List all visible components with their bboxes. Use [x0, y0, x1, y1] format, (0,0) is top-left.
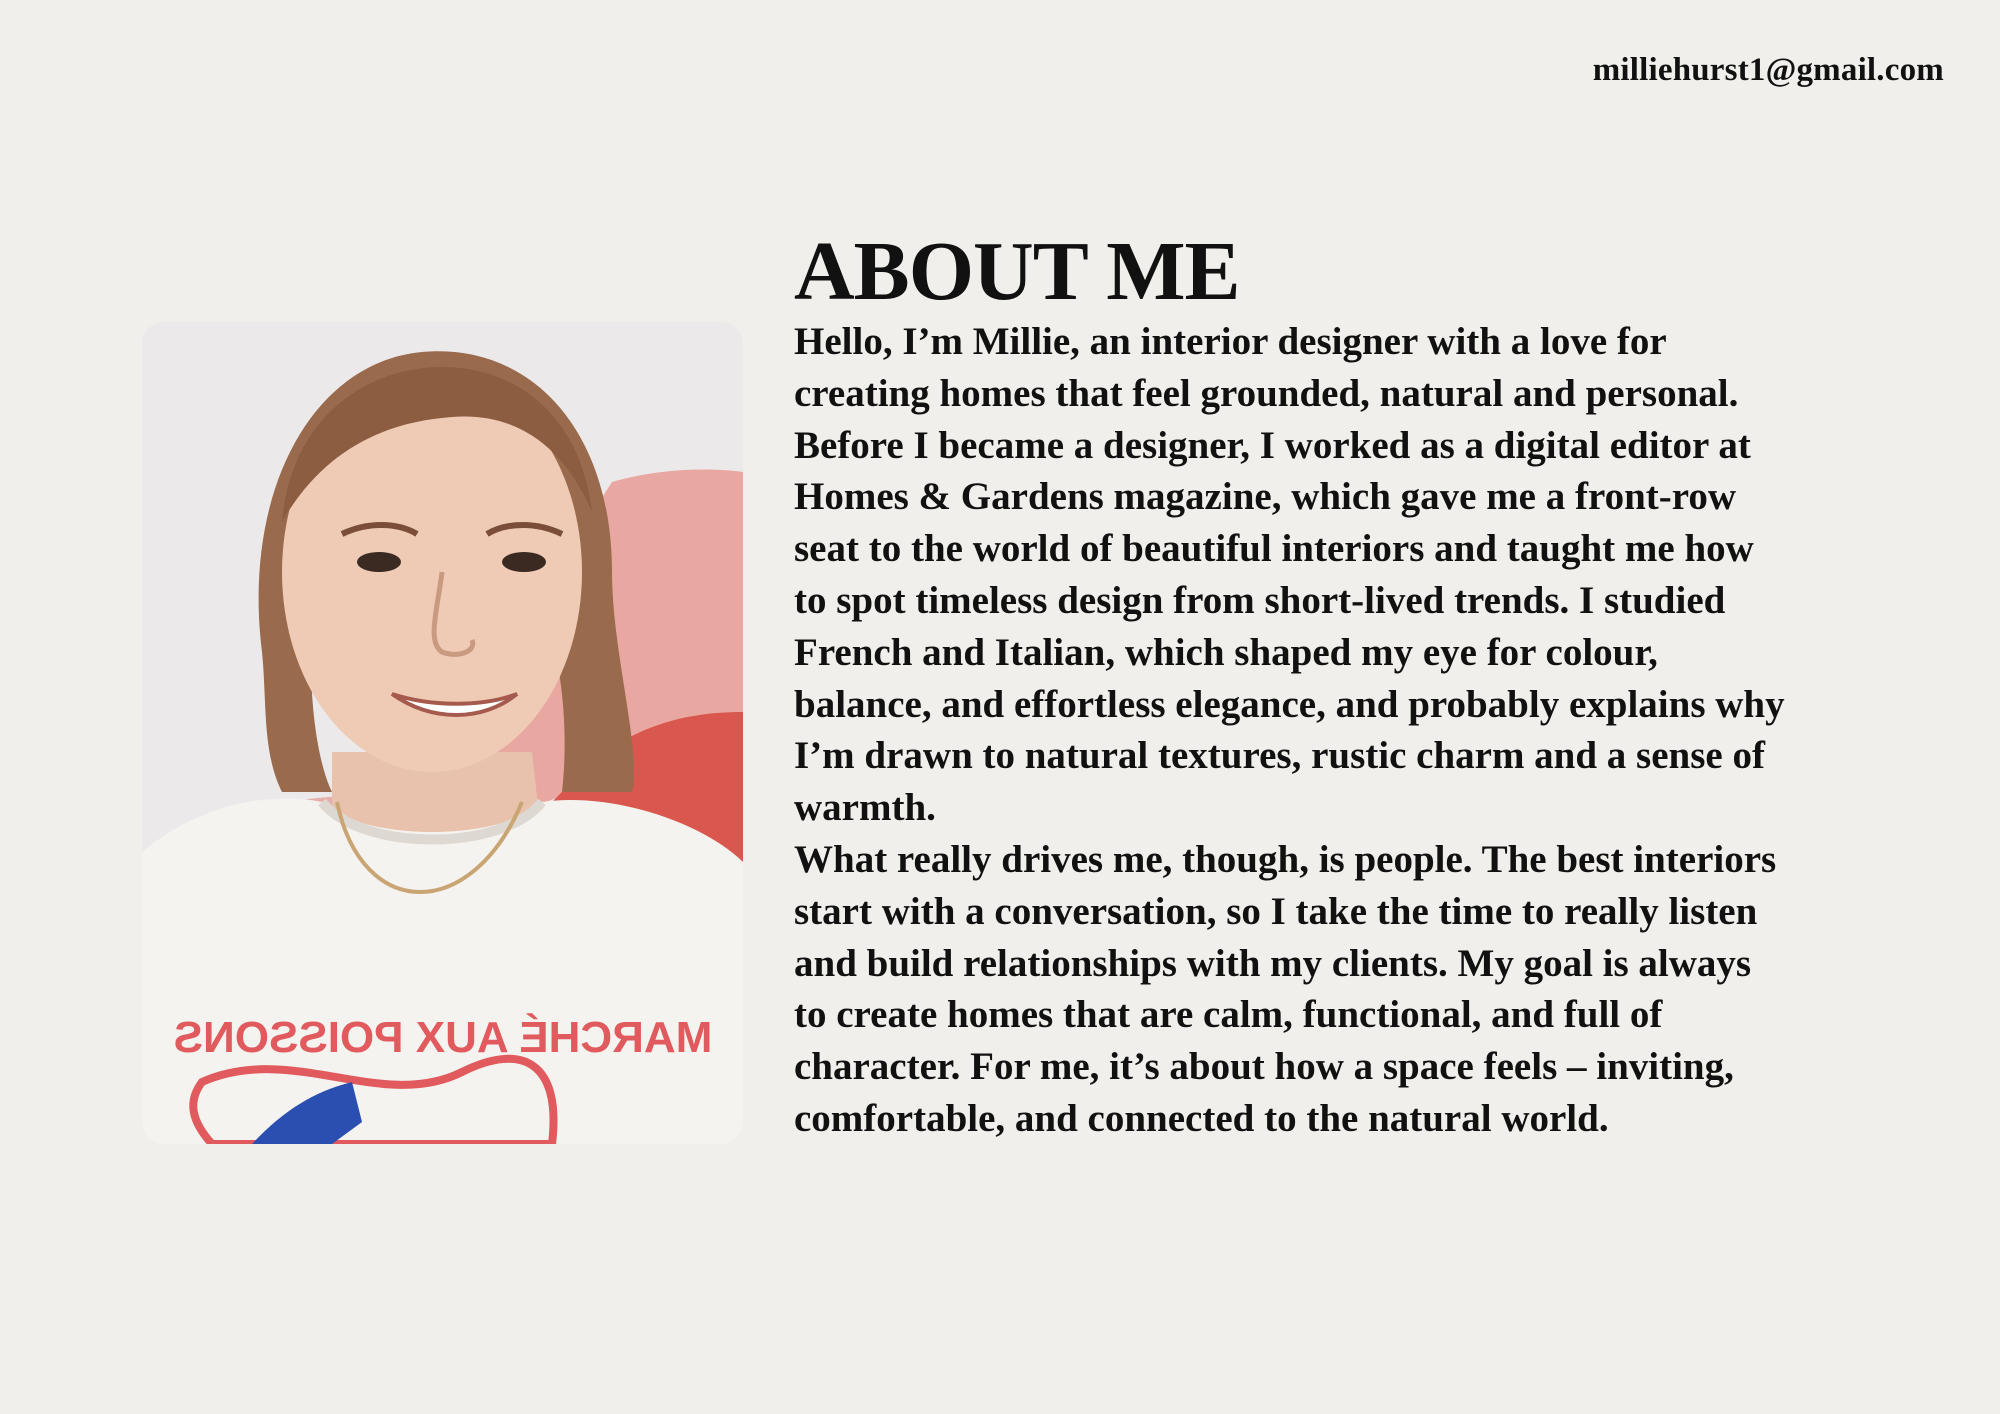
portrait-illustration: [142, 322, 743, 1144]
shirt-print-text: MARCHÉ AUX POISSONS: [173, 1013, 713, 1062]
about-paragraph-2: What really drives me, though, is people. The best interiors start with a conversation, so I take the time to really listen and build relationships with my clients. My goal is always to create homes that are calm, functional, and full of character. For me, it’s about how a space feels – inviting, comfortable, and connected to the natural world.: [794, 837, 1777, 1140]
profile-photo: [142, 322, 743, 1144]
contact-email[interactable]: milliehurst1@gmail.com: [1592, 52, 1944, 88]
about-section: [794, 225, 1924, 1145]
about-paragraph-1: Hello, I’m Millie, an interior designer with a love for creating homes that feel grounded, natural and personal. Before I became a designer, I worked as a digital editor at Homes & Gardens magazine, which gave me a front-row seat to the world of beautiful interiors and taught me how to spot timeless design from short-lived trends. I studied French and Italian, which shaped my eye for colour, balance, and effortless elegance, and probably explains why I’m drawn to natural textures, rustic charm and a sense of warmth.: [794, 320, 1785, 830]
page-title: ABOUT ME: [794, 225, 1240, 318]
